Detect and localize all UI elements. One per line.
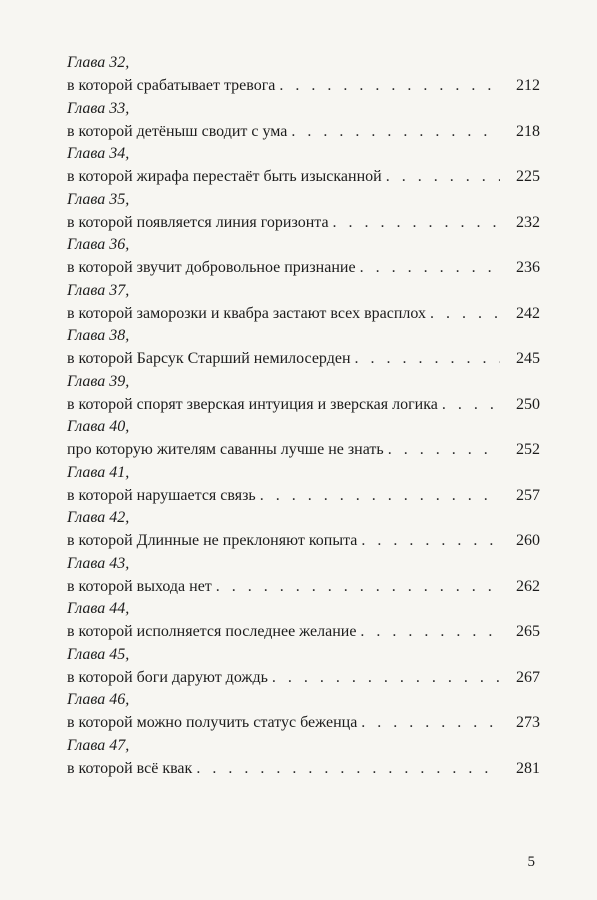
- toc-entry: [67, 234, 540, 280]
- chapter-page-number: 236: [516, 259, 540, 276]
- chapter-page-number: 218: [516, 122, 540, 140]
- chapter-title-line: [67, 211, 540, 234]
- dot-leader: [291, 120, 500, 143]
- chapter-title: в которой звучит добровольное признание: [67, 259, 356, 276]
- chapter-page-number: 262: [516, 577, 540, 595]
- dot-leader: [360, 256, 500, 279]
- chapter-label: Глава 43,: [67, 554, 130, 572]
- chapter-title: в которой спорят зверская интуиция и зверская логика: [67, 395, 438, 413]
- chapter-label: Глава 40,: [67, 418, 130, 435]
- chapter-title: про которую жителям саванны лучше не знать: [67, 441, 384, 458]
- dot-leader: [386, 165, 500, 188]
- chapter-title-line: [67, 757, 540, 780]
- chapter-label: Глава 33,: [67, 99, 130, 117]
- chapter-page-number: 225: [516, 168, 540, 185]
- toc-entry: [67, 507, 540, 553]
- chapter-title: в которой жирафа перестаёт быть изысканной: [67, 168, 382, 185]
- chapter-title-line: [67, 393, 540, 416]
- chapter-page-number: 250: [516, 395, 540, 413]
- dot-leader: [196, 757, 500, 780]
- chapter-label: Глава 32,: [67, 54, 130, 71]
- chapter-page-number: 232: [516, 213, 540, 231]
- chapter-page-number: 245: [516, 350, 540, 367]
- chapter-title: в которой выхода нет: [67, 577, 212, 595]
- toc-entry: [67, 52, 540, 98]
- chapter-title: в которой заморозки и квабра застают всех врасплох: [67, 304, 426, 322]
- chapter-label: Глава 47,: [67, 736, 130, 754]
- chapter-title-line: [67, 711, 540, 734]
- chapter-page-number: 267: [516, 668, 540, 686]
- chapter-title-line: [67, 256, 540, 279]
- chapter-title-line: [67, 302, 540, 325]
- chapter-title-line: [67, 438, 540, 461]
- toc-entry: [67, 735, 540, 781]
- toc-entry: [67, 280, 540, 326]
- chapter-label: Глава 46,: [67, 691, 130, 708]
- chapter-label: Глава 41,: [67, 463, 130, 481]
- chapter-title: в которой детёныш сводит с ума: [67, 122, 288, 140]
- chapter-label: Глава 38,: [67, 327, 130, 344]
- chapter-title-line: [67, 120, 540, 143]
- dot-leader: [260, 484, 500, 507]
- chapter-title: в которой срабатывает тревога: [67, 77, 276, 94]
- toc-entry: [67, 416, 540, 462]
- chapter-page-number: 281: [516, 759, 540, 777]
- chapter-page-number: 242: [516, 304, 540, 322]
- toc-entry: [67, 98, 540, 144]
- chapter-page-number: 273: [516, 714, 540, 731]
- chapter-page-number: 257: [516, 486, 540, 504]
- chapter-title: в которой нарушается связь: [67, 486, 256, 504]
- toc-entry: [67, 462, 540, 508]
- dot-leader: [361, 711, 500, 734]
- chapter-title-line: [67, 666, 540, 689]
- dot-leader: [279, 74, 500, 97]
- toc-entry: [67, 598, 540, 644]
- chapter-page-number: 265: [516, 623, 540, 640]
- toc-entry: [67, 689, 540, 735]
- chapter-title-line: [67, 529, 540, 552]
- toc-entry: [67, 143, 540, 189]
- chapter-label: Глава 44,: [67, 600, 130, 617]
- dot-leader: [361, 529, 500, 552]
- chapter-title: в которой боги даруют дождь: [67, 668, 268, 686]
- chapter-title: в которой появляется линия горизонта: [67, 213, 329, 231]
- chapter-title: в которой всё квак: [67, 759, 193, 777]
- chapter-title-line: [67, 165, 540, 188]
- dot-leader: [388, 438, 500, 461]
- toc-entry: [67, 553, 540, 599]
- dot-leader: [333, 211, 500, 234]
- dot-leader: [355, 347, 500, 370]
- chapter-label: Глава 42,: [67, 509, 130, 526]
- chapter-page-number: 260: [516, 532, 540, 549]
- table-of-contents: [67, 52, 540, 780]
- toc-entry: [67, 371, 540, 417]
- chapter-title-line: [67, 484, 540, 507]
- dot-leader: [216, 575, 500, 598]
- dot-leader: [430, 302, 500, 325]
- chapter-title-line: [67, 620, 540, 643]
- page-number: 5: [527, 854, 535, 870]
- chapter-label: Глава 39,: [67, 372, 130, 390]
- chapter-title: в которой Длинные не преклоняют копыта: [67, 532, 358, 549]
- chapter-label: Глава 36,: [67, 236, 130, 253]
- chapter-label: Глава 34,: [67, 145, 130, 162]
- chapter-page-number: 252: [516, 441, 540, 458]
- chapter-title: в которой исполняется последнее желание: [67, 623, 357, 640]
- chapter-title: в которой Барсук Старший немилосерден: [67, 350, 351, 367]
- toc-entry: [67, 644, 540, 690]
- chapter-page-number: 212: [516, 77, 540, 94]
- chapter-label: Глава 37,: [67, 281, 130, 299]
- chapter-title: в которой можно получить статус беженца: [67, 714, 358, 731]
- dot-leader: [272, 666, 500, 689]
- dot-leader: [442, 393, 500, 416]
- toc-entry: [67, 325, 540, 371]
- dot-leader: [360, 620, 500, 643]
- chapter-title-line: [67, 575, 540, 598]
- chapter-label: Глава 35,: [67, 190, 130, 208]
- chapter-label: Глава 45,: [67, 645, 130, 663]
- toc-entry: [67, 189, 540, 235]
- chapter-title-line: [67, 347, 540, 370]
- chapter-title-line: [67, 74, 540, 97]
